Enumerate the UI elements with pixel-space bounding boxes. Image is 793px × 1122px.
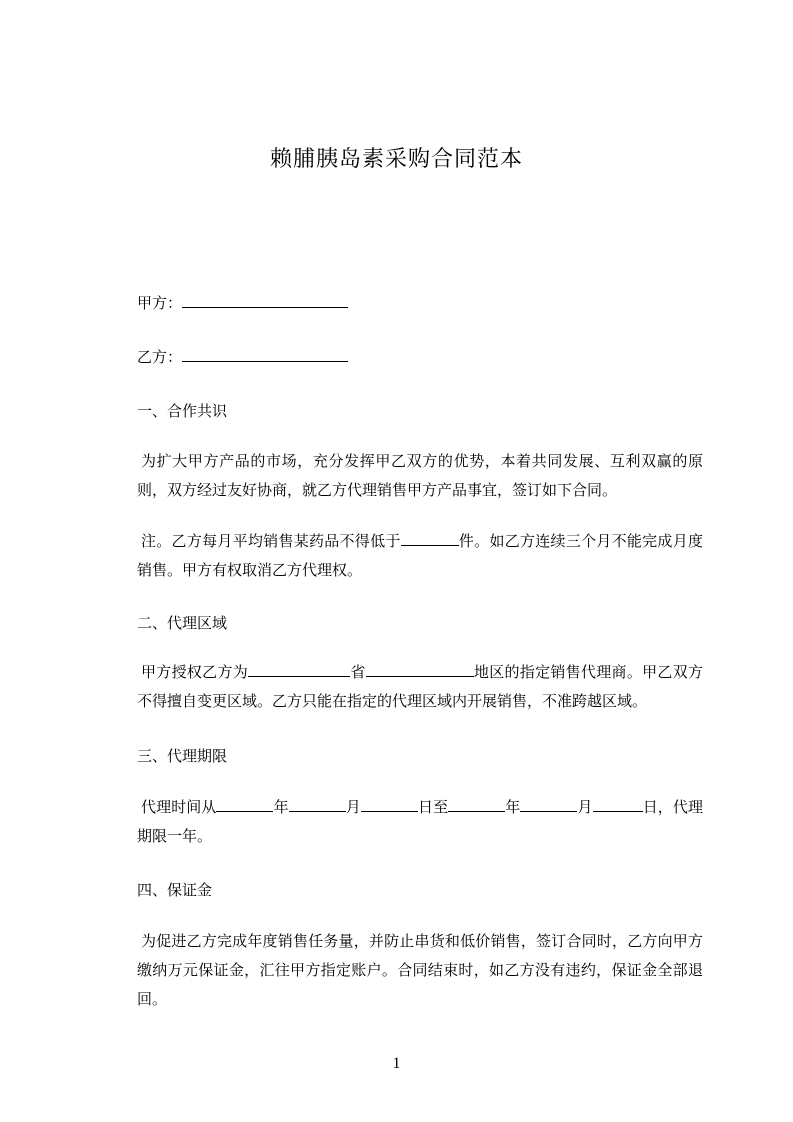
- start-month-blank[interactable]: [289, 798, 346, 812]
- section-heading-3: 三、代理期限: [137, 747, 228, 765]
- section-heading-4: 四、保证金: [137, 881, 213, 899]
- section-4-paragraph: 为促进乙方完成年度销售任务量，并防止串货和低价销售，签订合同时，乙方向甲方缴纳万元保证金，汇往甲方指定账户。合同结束时，如乙方没有违约，保证金全部退回。: [137, 932, 703, 1008]
- term-day-to: 日至: [417, 798, 449, 816]
- section-1-paragraph: 为扩大甲方产品的市场，充分发挥甲乙双方的优势，本着共同发展、互利双赢的原则，双方经过友好协商，就乙方代理销售甲方产品事宜，签订如下合同。: [137, 452, 703, 499]
- party-b-label: 乙方：: [137, 348, 183, 366]
- region-text-a: 甲方授权乙方为: [141, 663, 249, 681]
- region-text-c: 地区的指定销售代理商。甲乙双方不得擅自变更区域。乙方只能在指定的代理区域内开展销售，不准跨越区域。: [137, 663, 703, 710]
- monthly-quantity-blank[interactable]: [401, 532, 459, 546]
- party-b-blank[interactable]: [182, 348, 348, 362]
- term-year-1: 年: [273, 798, 289, 816]
- party-a-label: 甲方：: [137, 294, 183, 312]
- section-1-note: [137, 527, 703, 585]
- party-a-line: [137, 292, 348, 313]
- term-year-2: 年: [505, 798, 521, 816]
- page-number: 1: [392, 1055, 401, 1072]
- region-text-b: 省: [350, 663, 366, 681]
- start-day-blank[interactable]: [361, 798, 418, 812]
- section-heading-1: 一、合作共识: [137, 402, 228, 420]
- document-title: 赖脯胰岛素采购合同范本: [269, 147, 523, 172]
- section-heading-2: 二、代理区域: [137, 614, 228, 632]
- district-blank[interactable]: [366, 663, 474, 677]
- note-text-end: 件。如乙方连续三个月不能完成月度销售。甲方有权取消乙方代理权。: [137, 532, 703, 579]
- section-2-paragraph: [137, 658, 703, 716]
- section-3-paragraph: [137, 793, 703, 851]
- term-month-1: 月: [345, 798, 361, 816]
- term-end: 日，代理期限一年。: [137, 798, 703, 845]
- party-a-blank[interactable]: [182, 294, 348, 308]
- end-day-blank[interactable]: [593, 798, 643, 812]
- term-month-2: 月: [577, 798, 593, 816]
- term-from: 代理时间从: [141, 798, 217, 816]
- province-blank[interactable]: [248, 663, 350, 677]
- end-year-blank[interactable]: [448, 798, 505, 812]
- start-year-blank[interactable]: [216, 798, 273, 812]
- party-b-line: [137, 346, 348, 367]
- end-month-blank[interactable]: [520, 798, 577, 812]
- note-text-start: 注。乙方每月平均销售某药品不得低于: [141, 532, 401, 550]
